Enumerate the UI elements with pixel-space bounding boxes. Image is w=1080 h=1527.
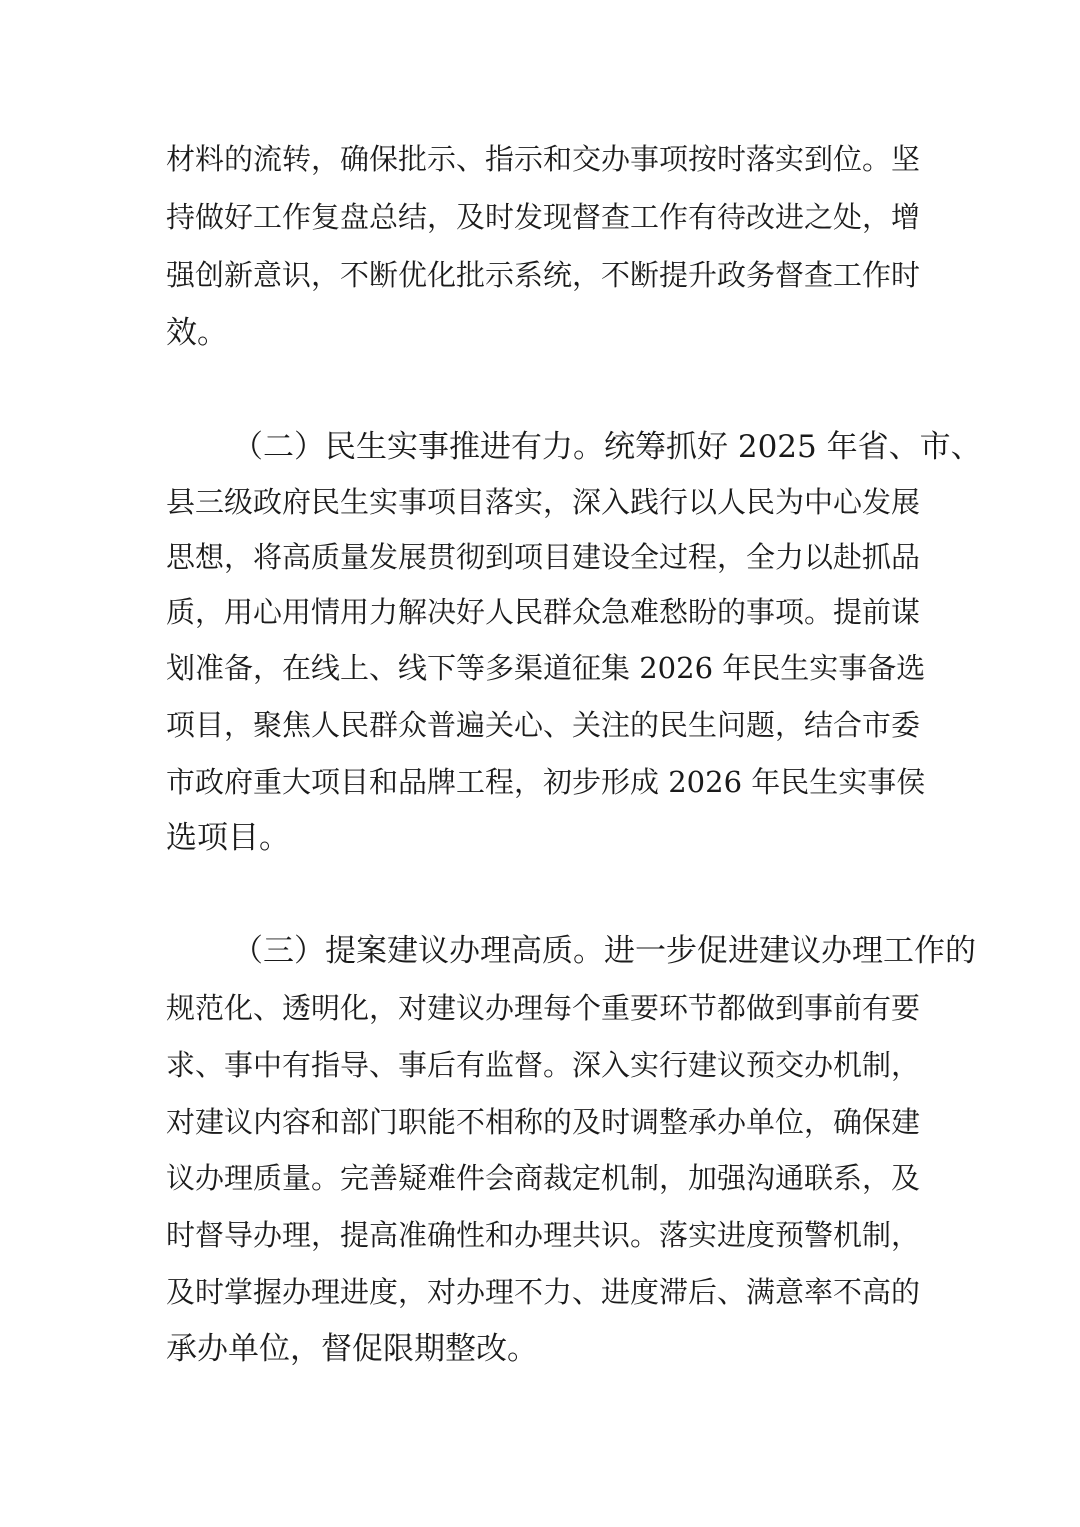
- paragraph-2-line-5: 划准备，在线上、线下等多渠道征集 2026 年民生实事备选: [166, 651, 926, 685]
- paragraph-2-line-1: （二）民生实事推进有力。统筹抓好 2025 年省、市、: [232, 429, 982, 465]
- paragraph-3-line-7: 及时掌握办理进度，对办理不力、进度滞后、满意率不高的: [166, 1275, 921, 1309]
- paragraph-3-line-3: 求、事中有指导、事后有监督。深入实行建议预交办机制，: [166, 1048, 921, 1082]
- paragraph-2-line-2: 县三级政府民生实事项目落实，深入践行以人民为中心发展: [166, 485, 921, 519]
- paragraph-3-line-4: 对建议内容和部门职能不相称的及时调整承办单位，确保建: [166, 1105, 921, 1139]
- paragraph-2-line-4: 质，用心用情用力解决好人民群众急难愁盼的事项。提前谋: [166, 595, 921, 629]
- paragraph-1-line-3: 强创新意识，不断优化批示系统，不断提升政务督查工作时: [166, 258, 921, 292]
- paragraph-2-line-8: 选项目。: [166, 820, 290, 856]
- paragraph-2-line-6: 项目，聚焦人民群众普遍关心、关注的民生问题，结合市委: [166, 708, 921, 742]
- paragraph-3-line-6: 时督导办理，提高准确性和办理共识。落实进度预警机制，: [166, 1218, 921, 1252]
- paragraph-3-line-5: 议办理质量。完善疑难件会商裁定机制，加强沟通联系，及: [166, 1161, 921, 1195]
- paragraph-1-line-2: 持做好工作复盘总结，及时发现督查工作有待改进之处，增: [166, 200, 921, 234]
- paragraph-3-line-8: 承办单位，督促限期整改。: [166, 1331, 538, 1367]
- paragraph-2-line-7: 市政府重大项目和品牌工程，初步形成 2026 年民生实事侯: [166, 765, 926, 799]
- paragraph-3-line-1: （三）提案建议办理高质。进一步促进建议办理工作的: [232, 933, 976, 969]
- paragraph-2-line-3: 思想，将高质量发展贯彻到项目建设全过程，全力以赴抓品: [166, 540, 921, 574]
- paragraph-3-line-2: 规范化、透明化，对建议办理每个重要环节都做到事前有要: [166, 991, 921, 1025]
- paragraph-1-line-4: 效。: [166, 315, 228, 351]
- paragraph-1-line-1: 材料的流转，确保批示、指示和交办事项按时落实到位。坚: [166, 142, 921, 176]
